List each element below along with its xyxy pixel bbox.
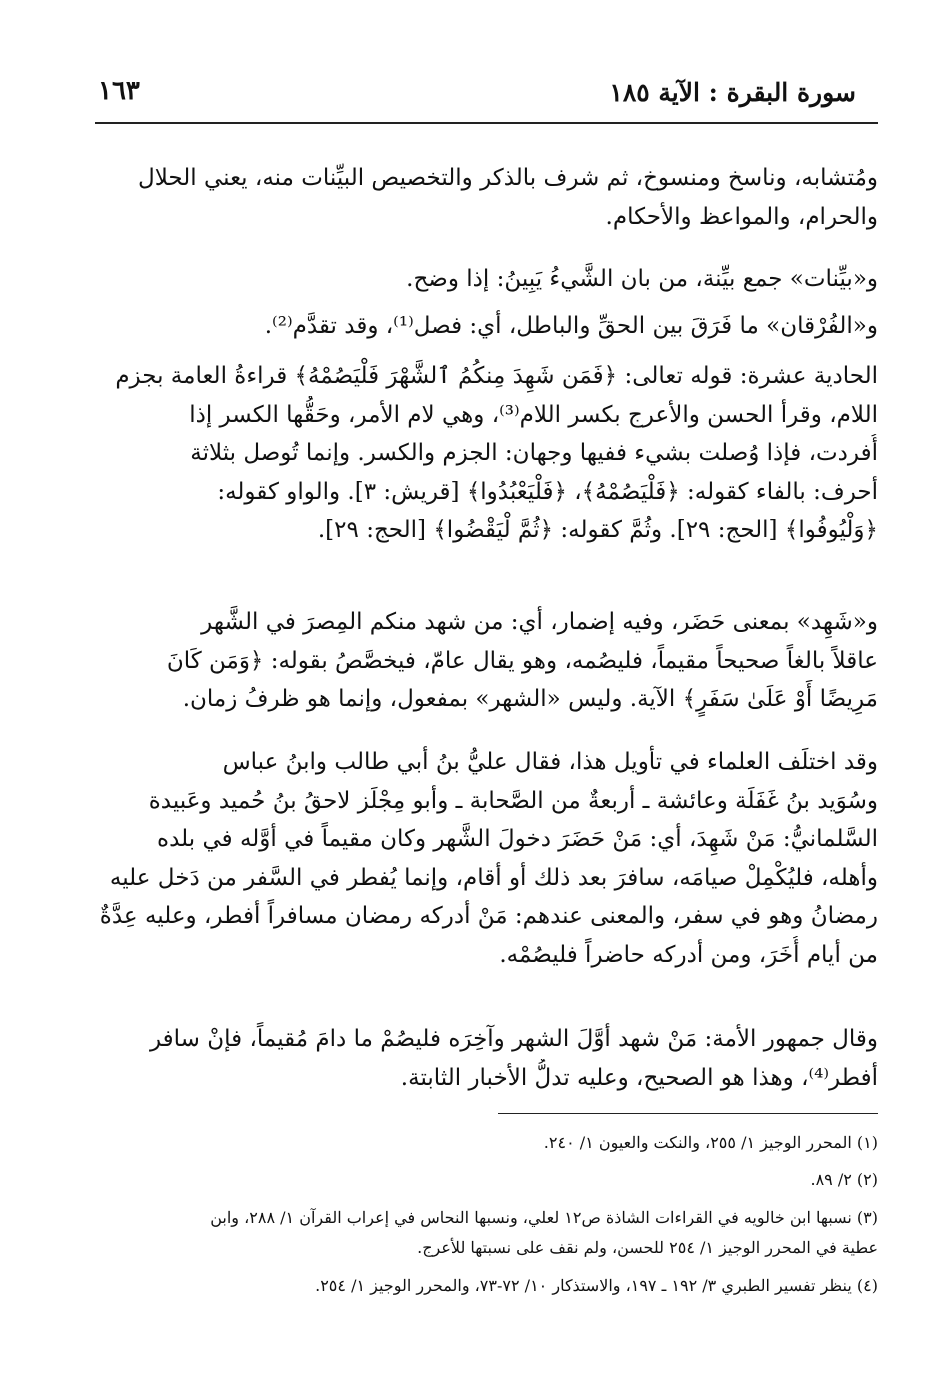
footnote-line: (٢) ٢/ ٨٩.: [810, 1170, 878, 1189]
text-line: و«شَهِد» بمعنى حَضَر، وفيه إضمار، أي: من شهد منكم المِصرَ في الشَّهر: [201, 609, 878, 635]
text-line: وقال جمهور الأمة: مَنْ شهد أوَّلَ الشهر وآخِرَه فليصُمْ ما دامَ مُقيماً، فإنْ سافر: [149, 1026, 878, 1052]
footnote-2: [95, 1165, 878, 1195]
page-number: ١٦٣: [98, 76, 140, 106]
text-line: مَرِيضًا أَوْ عَلَىٰ سَفَرٍ﴾ الآية. وليس «الشهر» بمفعول، وإنما هو ظرفُ زمان.: [182, 686, 878, 712]
footnote-line: (٤) ينظر تفسير الطبري ٣/ ١٩٢ ـ ١٩٧، والاستذكار ١٠/ ٧٢-٧٣، والمحرر الوجيز ١/ ٢٥٤.: [315, 1276, 878, 1295]
text-line: و«بيِّنات» جمع بيِّنة، من بان الشَّيءُ يَبِينُ: إذا وضح.: [406, 266, 878, 292]
footnote-line: عطية في المحرر الوجيز ١/ ٢٥٤ للحسن، ولم نقف على نسبتها للأعرج.: [417, 1238, 878, 1257]
running-header-title: سورة البقرة : الآية ١٨٥: [609, 78, 856, 107]
paragraph-7: [95, 1020, 878, 1097]
text-line: أحرف: بالفاء كقوله: ﴿فَلْيَصُمْهُ﴾، ﴿فَلْيَعْبُدُوا﴾ [قريش: ٣]. والواو كقوله:: [217, 478, 878, 505]
text-line: والحرام، والمواعظ والأحكام.: [605, 203, 878, 230]
text-line: ﴿وَلْيُوفُوا﴾ [الحج: ٢٩]. وثُمَّ كقوله: ﴿ثُمَّ لْيَقْضُوا﴾ [الحج: ٢٩].: [317, 517, 878, 543]
footnote-3: [95, 1203, 878, 1263]
text-line: الحادية عشرة: قوله تعالى: ﴿فَمَن شَهِدَ مِنكُمُ ٱلشَّهْرَ فَلْيَصُمْهُ﴾ قراءةُ العامة بجزم: [115, 363, 878, 389]
text-line: و«الفُرْقان» ما فَرَقَ بين الحقِّ والباطل، أي: فصل⁽¹⁾، وقد تقدَّم⁽²⁾.: [264, 313, 878, 339]
footnote-divider: [498, 1113, 878, 1114]
header-divider: [95, 122, 878, 124]
text-line: السَّلمانيُّ: مَنْ شَهِدَ، أي: مَنْ حَضَرَ دخولَ الشَّهر وكان مقيماً في أوَّله في بلده: [157, 826, 878, 852]
footnote-4: [95, 1271, 878, 1301]
paragraph-6: [95, 743, 878, 974]
paragraph-5: [95, 603, 878, 719]
footnote-line: (٣) نسبها ابن خالويه في القراءات الشاذة ص١٢ لعلي، ونسبها النحاس في إعراب القرآن ١/ ٢٨٨، وابن: [210, 1208, 878, 1227]
footnote-line: (١) المحرر الوجيز ١/ ٢٥٥، والنكت والعيون ١/ ٢٤٠.: [543, 1133, 878, 1152]
paragraph-2: [95, 260, 878, 299]
paragraph-4: [95, 357, 878, 550]
text-line: وسُوَيد بنُ غَفَلَة وعائشة ـ أربعةٌ من الصَّحابة ـ وأبو مِجْلَز لاحقُ بنُ حُميد وعَبيدة: [148, 787, 878, 814]
paragraph-1: [95, 159, 878, 236]
footnote-1: [95, 1128, 878, 1158]
text-line: أفطر⁽⁴⁾، وهذا هو الصحيح، وعليه تدلُّ الأخبار الثابتة.: [400, 1064, 878, 1091]
text-line: وأهله، فليُكْمِلْ صيامَه، سافرَ بعد ذلك أو أقام، وإنما يُفطر في السَّفر من دَخل عليه: [109, 864, 878, 891]
paragraph-3: [95, 307, 878, 346]
text-line: من أيام أُخَرَ، ومن أدركه حاضراً فليصُمْه.: [499, 941, 878, 968]
text-line: رمضانُ وهو في سفر، والمعنى عندهم: مَنْ أدركه رمضان مسافراً أفطر، وعليه عِدَّةٌ: [99, 903, 878, 929]
text-line: أُفردت، فإذا وُصلت بشيء ففيها وجهان: الجزم والكسر. وإنما تُوصل بثلاثة: [190, 440, 878, 466]
text-line: وقد اختلَف العلماء في تأويل هذا، فقال عليُّ بنُ أبي طالب وابنُ عباس: [222, 749, 878, 775]
text-line: عاقلاً بالغاً صحيحاً مقيماً، فليصُمه، وهو يقال عامّ، فيخصَّصُ بقوله: ﴿وَمَن كَانَ: [166, 647, 878, 674]
text-line: ومُتشابه، وناسخ ومنسوخ، ثم شرف بالذكر والتخصيص البيِّنات منه، يعني الحلال: [137, 165, 878, 191]
text-line: اللام، وقرأ الحسن والأعرج بكسر اللام⁽³⁾، وهي لام الأمر، وحَقُّها الكسر إذا: [189, 401, 878, 428]
